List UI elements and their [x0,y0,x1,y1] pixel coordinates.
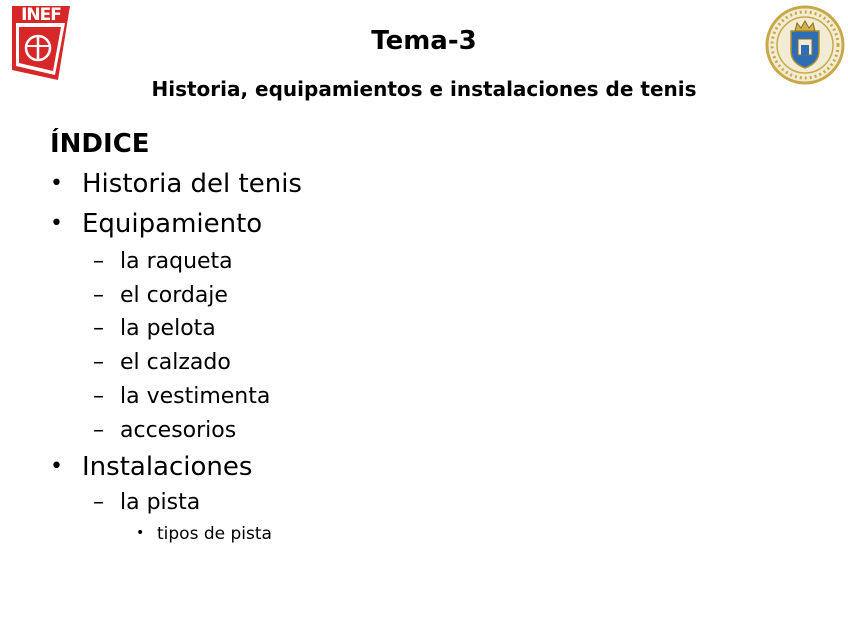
list-item-equipamiento [50,209,262,239]
list-subitem-label: la vestimenta [120,384,271,409]
list-subsubitem-tipos-de-pista [136,524,272,544]
list-subsubitem-label: tipos de pista [157,524,272,544]
list-subitem-vestimenta [93,384,270,409]
list-item-label: Instalaciones [82,452,253,482]
list-subitem-pista [93,490,200,515]
list-item-historia [50,169,302,199]
bullet-marker: • [50,171,63,196]
list-subitem-raqueta [93,249,233,274]
dash-marker: – [93,283,104,308]
list-item-label: Equipamiento [82,209,263,239]
bullet-marker: • [50,454,63,479]
list-subitem-pelota [93,316,216,341]
slide-subtitle: Historia, equipamientos e instalaciones de tenis [151,77,697,101]
list-item-instalaciones [50,452,252,482]
slide-title: Tema-3 [371,26,477,56]
inef-logo-text: INEF [21,5,61,25]
list-subitem-calzado [93,350,231,375]
bullet-marker: • [50,211,63,236]
list-item-label: Historia del tenis [82,169,302,199]
dash-marker: – [93,490,104,515]
list-subitem-label: el calzado [120,350,231,375]
bullet-marker: • [136,525,145,541]
list-subitem-label: la pelota [120,316,216,341]
list-subitem-cordaje [93,283,228,308]
dash-marker: – [93,384,104,409]
list-subitem-accesorios [93,418,236,443]
index-heading: ÍNDICE [50,129,150,159]
dash-marker: – [93,350,104,375]
list-subitem-label: el cordaje [120,283,228,308]
dash-marker: – [93,418,104,443]
list-subitem-label: la raqueta [120,249,233,274]
dash-marker: – [93,249,104,274]
list-subitem-label: accesorios [120,418,237,443]
list-subitem-label: la pista [120,490,201,515]
dash-marker: – [93,316,104,341]
